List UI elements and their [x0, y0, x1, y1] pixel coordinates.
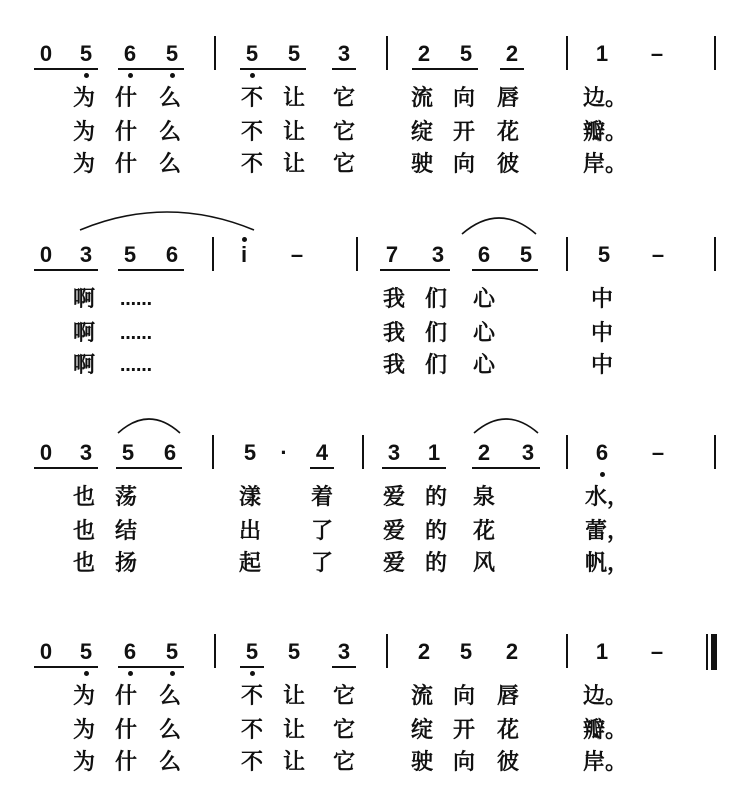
- bar-line: [566, 237, 568, 271]
- bar-line: [214, 634, 216, 668]
- jianpu-note: 3: [337, 41, 351, 66]
- lyric-char: 花: [496, 718, 519, 743]
- final-bar-thin: [706, 634, 708, 670]
- beam-underline: [34, 68, 98, 70]
- lyric-char: 了: [310, 519, 333, 544]
- lyric-char: 的: [424, 519, 447, 544]
- lyric-char: 中: [590, 353, 613, 378]
- jianpu-note: 5: [79, 639, 93, 664]
- lyric-char: 什: [114, 684, 137, 709]
- lyric-char: 让: [282, 152, 305, 177]
- low-octave-dot: [84, 73, 89, 78]
- jianpu-note: 2: [417, 639, 431, 664]
- low-octave-dot: [170, 671, 175, 676]
- beam-underline: [240, 666, 264, 668]
- bar-line: [362, 435, 364, 469]
- lyric-char: 不: [240, 152, 263, 177]
- lyric-char: 们: [424, 353, 447, 378]
- lyric-char: 为: [72, 718, 95, 743]
- jianpu-note: 6: [477, 242, 491, 267]
- lyric-char: 我: [382, 353, 405, 378]
- jianpu-note: –: [650, 41, 664, 66]
- lyric-char: 也: [72, 485, 95, 510]
- jianpu-note: 0: [39, 639, 53, 664]
- lyric-char: 流: [410, 86, 433, 111]
- bar-line: [212, 237, 214, 271]
- lyric-char: 不: [240, 684, 263, 709]
- jianpu-note: 2: [505, 639, 519, 664]
- lyric-char: 什: [114, 718, 137, 743]
- lyric-char: 开: [452, 718, 475, 743]
- beam-underline: [472, 269, 538, 271]
- jianpu-note: 5: [79, 41, 93, 66]
- slur-arc: [118, 419, 180, 433]
- jianpu-note: 5: [243, 440, 257, 465]
- lyric-char: 爱: [382, 485, 405, 510]
- lyric-char: ……: [120, 356, 152, 375]
- lyric-char: 荡: [114, 485, 137, 510]
- beam-underline: [412, 68, 478, 70]
- lyric-char: 它: [332, 718, 355, 743]
- jianpu-note: 3: [337, 639, 351, 664]
- lyric-char: 让: [282, 120, 305, 145]
- jianpu-note: 1: [595, 41, 609, 66]
- lyric-char: 让: [282, 684, 305, 709]
- jianpu-note: 5: [519, 242, 533, 267]
- beam-underline: [118, 269, 184, 271]
- jianpu-note: 6: [163, 440, 177, 465]
- lyric-char: 什: [114, 120, 137, 145]
- jianpu-note: 4: [315, 440, 329, 465]
- lyric-char: 花: [472, 519, 495, 544]
- lyric-char: 么: [158, 684, 181, 709]
- low-octave-dot: [84, 671, 89, 676]
- jianpu-note: 6: [165, 242, 179, 267]
- jianpu-note: i: [240, 242, 248, 267]
- lyric-char: 边。: [583, 86, 628, 111]
- beam-underline: [500, 68, 524, 70]
- lyric-char: 啊: [72, 321, 95, 346]
- lyric-char: 漾: [238, 485, 261, 510]
- jianpu-note: 3: [387, 440, 401, 465]
- lyric-char: 让: [282, 86, 305, 111]
- lyric-char: 为: [72, 750, 95, 775]
- lyric-char: 瓣。: [583, 718, 628, 743]
- beam-underline: [332, 68, 356, 70]
- jianpu-note: 6: [123, 639, 137, 664]
- jianpu-note: 5: [165, 41, 179, 66]
- lyric-char: 不: [240, 120, 263, 145]
- lyric-char: 向: [452, 86, 475, 111]
- jianpu-note: 5: [245, 41, 259, 66]
- lyric-char: 驶: [410, 152, 433, 177]
- lyric-char: 不: [240, 750, 263, 775]
- lyric-char: 岸。: [583, 750, 628, 775]
- bar-line: [566, 634, 568, 668]
- lyric-char: 什: [114, 152, 137, 177]
- lyric-char: 中: [590, 287, 613, 312]
- lyric-char: 蕾，: [585, 519, 630, 544]
- jianpu-note: 5: [287, 639, 301, 664]
- lyric-char: 风: [472, 551, 495, 576]
- beam-underline: [34, 269, 98, 271]
- low-octave-dot: [250, 73, 255, 78]
- lyric-char: 心: [472, 321, 495, 346]
- low-octave-dot: [250, 671, 255, 676]
- jianpu-note: 7: [385, 242, 399, 267]
- lyric-char: 绽: [410, 120, 433, 145]
- beam-underline: [116, 467, 182, 469]
- beam-underline: [240, 68, 306, 70]
- high-octave-dot: [242, 237, 247, 242]
- bar-line: [714, 237, 716, 271]
- lyric-char: 为: [72, 152, 95, 177]
- bar-line: [214, 36, 216, 70]
- jianpu-note: –: [651, 242, 665, 267]
- lyric-char: 绽: [410, 718, 433, 743]
- jianpu-note: 5: [287, 41, 301, 66]
- lyric-char: 唇: [496, 684, 519, 709]
- lyric-char: 向: [452, 152, 475, 177]
- lyric-char: 泉: [472, 485, 495, 510]
- lyric-char: 爱: [382, 519, 405, 544]
- low-octave-dot: [128, 671, 133, 676]
- lyric-char: 彼: [496, 750, 519, 775]
- lyric-char: 为: [72, 86, 95, 111]
- lyric-char: 彼: [496, 152, 519, 177]
- lyric-char: 向: [452, 750, 475, 775]
- jianpu-note: –: [650, 639, 664, 664]
- low-octave-dot: [600, 472, 605, 477]
- lyric-char: 为: [72, 684, 95, 709]
- bar-line: [566, 435, 568, 469]
- bar-line: [386, 36, 388, 70]
- lyric-char: 什: [114, 86, 137, 111]
- jianpu-note: 6: [123, 41, 137, 66]
- lyric-char: 啊: [72, 353, 95, 378]
- lyric-char: 么: [158, 120, 181, 145]
- lyric-char: ……: [120, 324, 152, 343]
- beam-underline: [34, 666, 98, 668]
- jianpu-note: 3: [79, 242, 93, 267]
- jianpu-note: 5: [459, 639, 473, 664]
- lyric-char: 驶: [410, 750, 433, 775]
- beam-underline: [34, 467, 98, 469]
- lyric-char: 帆，: [585, 551, 630, 576]
- bar-line: [714, 36, 716, 70]
- jianpu-note: 0: [39, 41, 53, 66]
- lyric-char: 了: [310, 551, 333, 576]
- lyric-char: 出: [238, 519, 261, 544]
- jianpu-note: 2: [477, 440, 491, 465]
- final-bar-thick: [711, 634, 717, 670]
- lyric-char: 让: [282, 750, 305, 775]
- jianpu-note: 5: [245, 639, 259, 664]
- lyric-char: 么: [158, 86, 181, 111]
- lyric-char: 们: [424, 287, 447, 312]
- jianpu-note: 0: [39, 440, 53, 465]
- jianpu-note: ·: [280, 440, 288, 465]
- lyric-char: 心: [472, 353, 495, 378]
- jianpu-note: 5: [165, 639, 179, 664]
- lyric-char: 着: [310, 485, 333, 510]
- beam-underline: [382, 467, 446, 469]
- jianpu-note: 5: [121, 440, 135, 465]
- lyric-char: 岸。: [583, 152, 628, 177]
- lyric-char: 么: [158, 718, 181, 743]
- lyric-char: 爱: [382, 551, 405, 576]
- lyric-char: 起: [238, 551, 261, 576]
- beam-underline: [118, 666, 184, 668]
- jianpu-note: 5: [123, 242, 137, 267]
- jianpu-note: 0: [39, 242, 53, 267]
- lyric-char: 也: [72, 551, 95, 576]
- lyric-char: 啊: [72, 287, 95, 312]
- lyric-char: 我: [382, 287, 405, 312]
- beam-underline: [472, 467, 540, 469]
- jianpu-note: 2: [505, 41, 519, 66]
- lyric-char: 它: [332, 120, 355, 145]
- bar-line: [356, 237, 358, 271]
- lyric-char: 为: [72, 120, 95, 145]
- lyric-char: 的: [424, 485, 447, 510]
- lyric-char: 我: [382, 321, 405, 346]
- bar-line: [566, 36, 568, 70]
- lyric-char: 流: [410, 684, 433, 709]
- slur-arc: [462, 218, 536, 234]
- lyric-char: 心: [472, 287, 495, 312]
- lyric-char: 瓣。: [583, 120, 628, 145]
- lyric-char: ……: [120, 290, 152, 309]
- lyric-char: 不: [240, 718, 263, 743]
- lyric-char: 它: [332, 86, 355, 111]
- lyric-char: 它: [332, 750, 355, 775]
- low-octave-dot: [170, 73, 175, 78]
- jianpu-note: 3: [521, 440, 535, 465]
- lyric-char: 它: [332, 152, 355, 177]
- beam-underline: [310, 467, 334, 469]
- lyric-char: 让: [282, 718, 305, 743]
- bar-line: [386, 634, 388, 668]
- slur-arc: [474, 419, 538, 433]
- jianpu-note: 1: [595, 639, 609, 664]
- lyric-char: 水，: [585, 485, 630, 510]
- lyric-char: 什: [114, 750, 137, 775]
- jianpu-note: 3: [79, 440, 93, 465]
- lyric-char: 它: [332, 684, 355, 709]
- jianpu-note: 1: [427, 440, 441, 465]
- lyric-char: 扬: [114, 551, 137, 576]
- jianpu-note: 2: [417, 41, 431, 66]
- beam-underline: [118, 68, 184, 70]
- jianpu-note: 5: [459, 41, 473, 66]
- bar-line: [714, 435, 716, 469]
- lyric-char: 边。: [583, 684, 628, 709]
- lyric-char: 的: [424, 551, 447, 576]
- lyric-char: 唇: [496, 86, 519, 111]
- jianpu-note: 6: [595, 440, 609, 465]
- lyric-char: 中: [590, 321, 613, 346]
- jianpu-note: –: [651, 440, 665, 465]
- jianpu-note: –: [290, 242, 304, 267]
- beam-underline: [380, 269, 450, 271]
- beam-underline: [332, 666, 356, 668]
- lyric-char: 结: [114, 519, 137, 544]
- lyric-char: 不: [240, 86, 263, 111]
- lyric-char: 么: [158, 152, 181, 177]
- lyric-char: 么: [158, 750, 181, 775]
- lyric-char: 向: [452, 684, 475, 709]
- lyric-char: 花: [496, 120, 519, 145]
- lyric-char: 们: [424, 321, 447, 346]
- bar-line: [212, 435, 214, 469]
- lyric-char: 也: [72, 519, 95, 544]
- lyric-char: 开: [452, 120, 475, 145]
- low-octave-dot: [128, 73, 133, 78]
- jianpu-note: 3: [431, 242, 445, 267]
- jianpu-note: 5: [597, 242, 611, 267]
- slur-arc: [80, 212, 254, 230]
